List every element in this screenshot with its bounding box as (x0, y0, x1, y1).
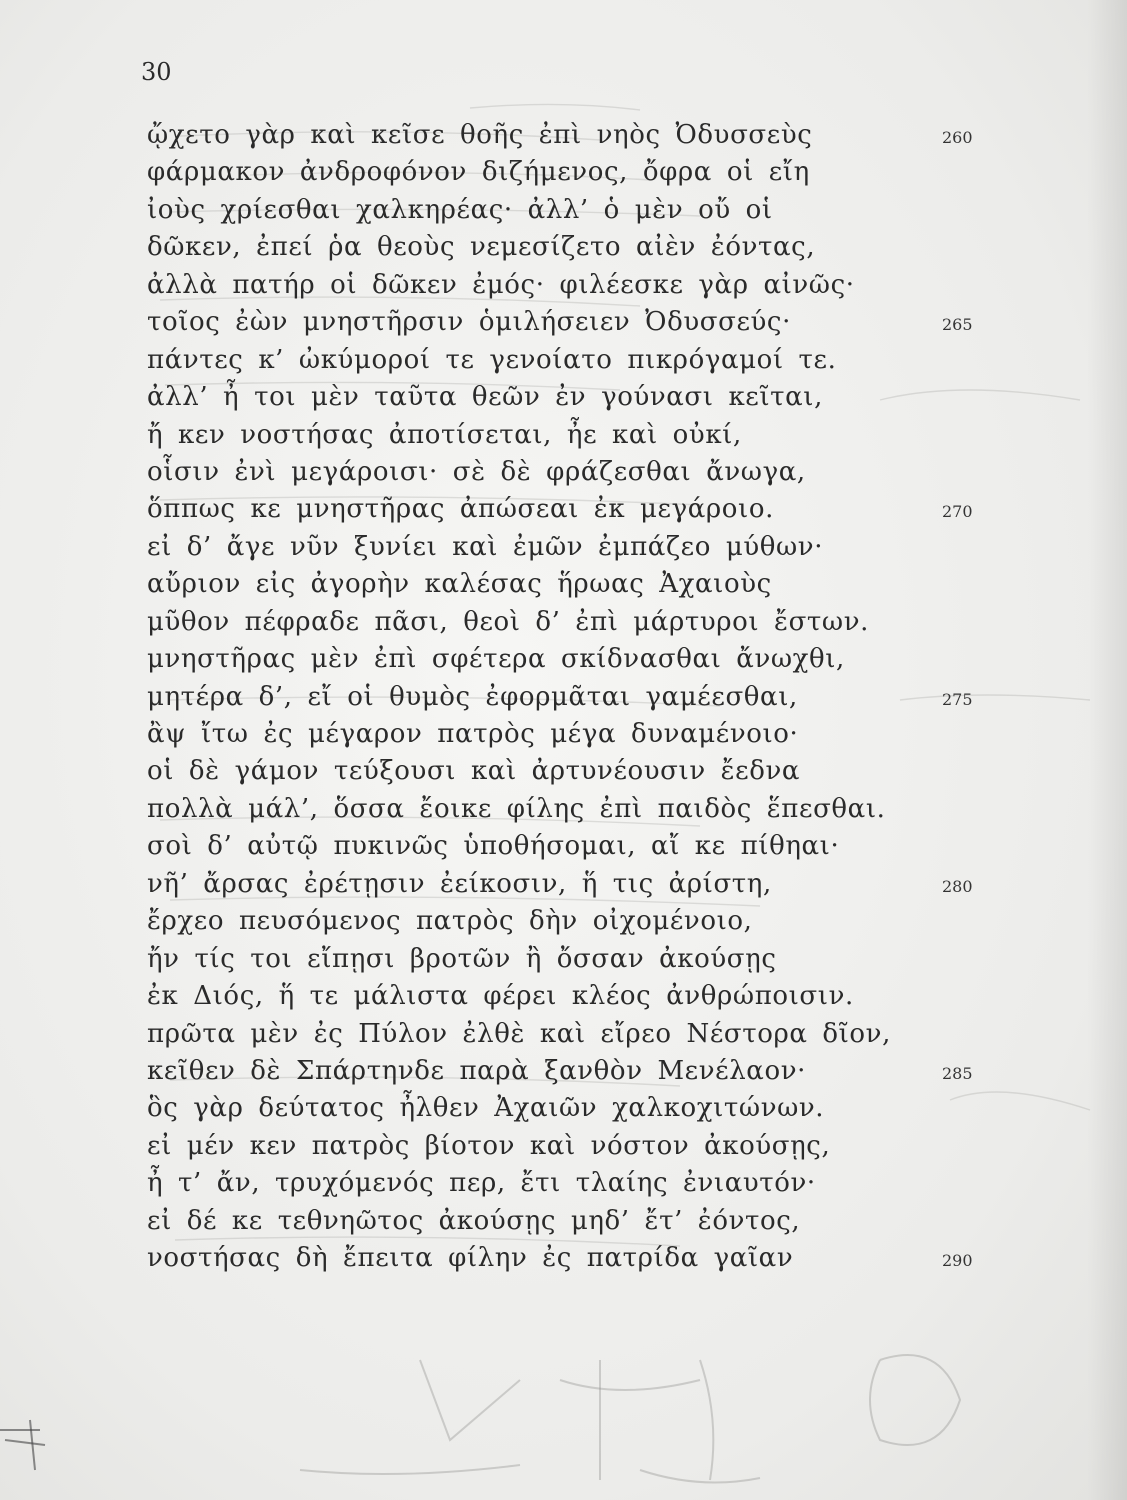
verse-line (147, 941, 1047, 978)
verse-line (147, 866, 1047, 903)
verse-text: ἰοὺς χρίεσθαι χαλκηρέας· ἀλλ’ ὁ μὲν οὔ οἱ (147, 194, 773, 225)
verse-line (147, 117, 1047, 154)
verse-line (147, 753, 1047, 790)
line-number: 285 (942, 1063, 973, 1083)
verse-text: ᾤχετο γὰρ καὶ κεῖσε θοῆς ἐπὶ νηὸς Ὀδυσσεὺς (147, 120, 813, 150)
verse-text: ἂψ ἴτω ἐς μέγαρον πατρὸς μέγα δυναμένοιο· (147, 719, 799, 749)
verse-line (147, 304, 1047, 341)
verse-line (147, 229, 1047, 266)
verse-line (147, 154, 1047, 191)
verse-text: φάρμακον ἀνδροφόνον διζήμενος, ὄφρα οἱ εἴη (147, 157, 810, 188)
verse-text: ἀλλὰ πατήρ οἱ δῶκεν ἐμός· φιλέεσκε γὰρ αἰνῶς· (147, 269, 855, 300)
verse-text: ἦ τ’ ἄν, τρυχόμενός περ, ἔτι τλαίης ἐνιαυτόν· (147, 1168, 816, 1199)
verse-line (147, 1090, 1047, 1127)
verse-text: νῆ’ ἄρσας ἐρέτῃσιν ἐείκοσιν, ἥ τις ἀρίστη, (147, 868, 772, 899)
line-number: 280 (942, 876, 973, 896)
verse-text: μητέρα δ’, εἴ οἱ θυμὸς ἐφορμᾶται γαμέεσθαι, (147, 681, 798, 712)
verse-block (147, 117, 1047, 1278)
verse-line (147, 1165, 1047, 1202)
verse-text: νοστήσας δὴ ἔπειτα φίλην ἐς πατρίδα γαῖαν (147, 1243, 794, 1274)
verse-line (147, 454, 1047, 491)
verse-line (147, 342, 1047, 379)
verse-line (147, 192, 1047, 229)
verse-text: οἱ δὲ γάμον τεύξουσι καὶ ἀρτυνέουσιν ἔεδνα (147, 756, 801, 787)
verse-text: μνηστῆρας μὲν ἐπὶ σφέτερα σκίδνασθαι ἄνωχθι, (147, 644, 845, 675)
verse-line (147, 379, 1047, 416)
verse-line (147, 1016, 1047, 1053)
verse-text: σοὶ δ’ αὐτῷ πυκινῶς ὑποθήσομαι, αἴ κε πίθηαι· (147, 831, 840, 862)
verse-text: ὃς γὰρ δεύτατος ἦλθεν Ἀχαιῶν χαλκοχιτώνων. (147, 1093, 825, 1124)
verse-line (147, 1203, 1047, 1240)
verse-text: τοῖος ἐὼν μνηστῆρσιν ὁμιλήσειεν Ὀδυσσεύς· (147, 307, 791, 338)
verse-line (147, 267, 1047, 304)
verse-text: ἤ κεν νοστήσας ἀποτίσεται, ἦε καὶ οὐκί, (147, 419, 742, 450)
verse-line (147, 716, 1047, 753)
verse-text: πρῶτα μὲν ἐς Πύλον ἐλθὲ καὶ εἴρεο Νέστορα δῖον, (147, 1018, 891, 1049)
verse-line (147, 417, 1047, 454)
verse-line (147, 491, 1047, 528)
verse-line (147, 978, 1047, 1015)
page-edge-shadow (1087, 0, 1127, 1500)
verse-line (147, 529, 1047, 566)
verse-text: ἐκ Διός, ἥ τε μάλιστα φέρει κλέος ἀνθρώποισιν. (147, 981, 854, 1012)
verse-text: ἤν τίς τοι εἴπῃσι βροτῶν ἢ ὄσσαν ἀκούσῃς (147, 943, 777, 974)
verse-line (147, 903, 1047, 940)
verse-text: δῶκεν, ἐπεί ῥα θεοὺς νεμεσίζετο αἰὲν ἐόντας, (147, 232, 816, 263)
verse-text: ὅππως κε μνηστῆρας ἀπώσεαι ἐκ μεγάροιο. (147, 494, 774, 525)
line-number: 265 (942, 315, 973, 335)
verse-text: ἀλλ’ ἦ τοι μὲν ταῦτα θεῶν ἐν γούνασι κεῖται, (147, 382, 823, 413)
verse-line (147, 566, 1047, 603)
verse-line (147, 1053, 1047, 1090)
page-number: 30 (141, 58, 172, 86)
verse-line (147, 1240, 1047, 1277)
verse-text: εἰ δέ κε τεθνηῶτος ἀκούσῃς μηδ’ ἔτ’ ἐόντος, (147, 1205, 801, 1236)
verse-text: αὔριον εἰς ἀγορὴν καλέσας ἥρωας Ἀχαιοὺς (147, 569, 772, 600)
verse-text: ἔρχεο πευσόμενος πατρὸς δὴν οἰχομένοιο, (147, 906, 753, 937)
verse-line (147, 1128, 1047, 1165)
verse-line (147, 791, 1047, 828)
line-number: 275 (942, 689, 973, 709)
verse-line (147, 679, 1047, 716)
verse-text: πάντες κ’ ὠκύμοροί τε γενοίατο πικρόγαμοί τε. (147, 344, 837, 375)
verse-text: μῦθον πέφραδε πᾶσι, θεοὶ δ’ ἐπὶ μάρτυροι ἔστων. (147, 606, 869, 637)
line-number: 260 (942, 128, 973, 147)
line-number: 270 (942, 502, 973, 522)
verse-line (147, 604, 1047, 641)
verse-text: κεῖθεν δὲ Σπάρτηνδε παρὰ ξανθὸν Μενέλαον· (147, 1055, 806, 1086)
verse-line (147, 828, 1047, 865)
verse-line (147, 641, 1047, 678)
verse-text: πολλὰ μάλ’, ὅσσα ἔοικε φίλης ἐπὶ παιδὸς ἕπεσθαι. (147, 793, 886, 824)
verse-text: οἷσιν ἐνὶ μεγάροισι· σὲ δὲ φράζεσθαι ἄνωγα, (147, 456, 806, 487)
verse-text: εἰ μέν κεν πατρὸς βίοτον καὶ νόστον ἀκούσῃς, (147, 1130, 831, 1161)
line-number: 290 (942, 1251, 973, 1271)
verse-text: εἰ δ’ ἄγε νῦν ξυνίει καὶ ἐμῶν ἐμπάζεο μύθων· (147, 531, 824, 562)
